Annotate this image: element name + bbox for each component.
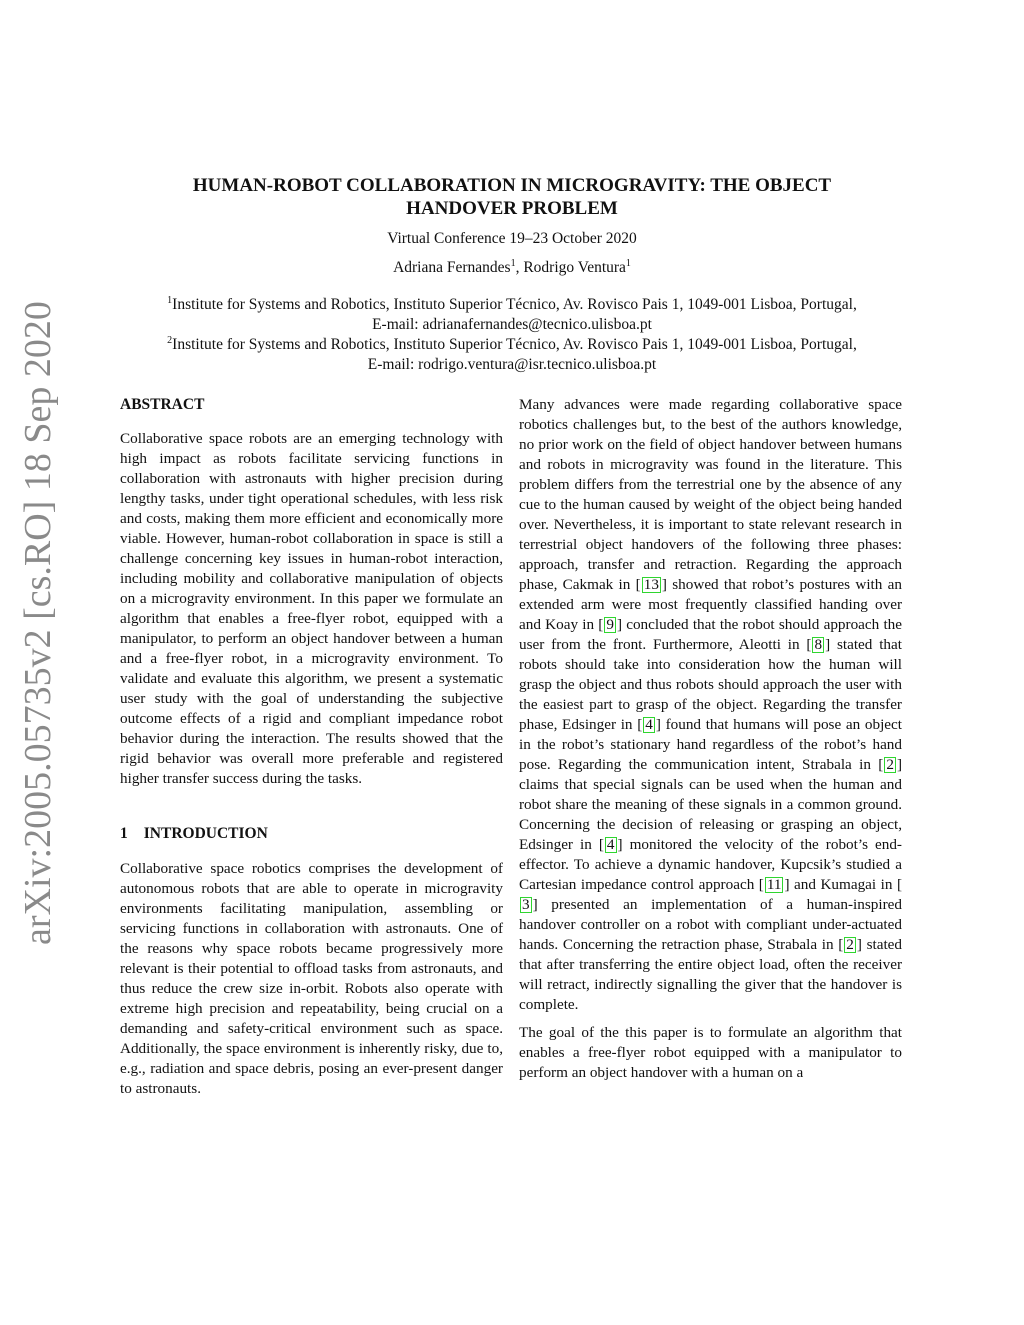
author-2-affiliation-mark: 1 [625,257,631,269]
abstract-text: Collaborative space robots are an emerging technology with high impact as robots facilitate servicing functions in collaboration with astronauts with higher precision during lengthy tasks, under tight operational schedules, with less risk and costs, making them more efficient and economically more viable. However, human-robot collaboration in space is still a challenge concerning key issues in human-robot interaction, including mobility and collaborative manipulation of objects on a microgravity environment. In this paper we formulate an algorithm that enables a free-flyer robot, equipped with a manipulator, to perform an object handover between a human and a free-flyer robot, in a microgravity environment. To validate and evaluate this algorithm, we present a systematic user study with the goal of understanding the subjective outcome effects of a rigid and compliant impedance robot behavior during the interaction. The results showed that the rigid behavior was overall more preferable and registered higher transfer success during the tasks. [120,430,503,787]
affiliation-2-line [120,335,904,355]
citation-link[interactable]: 2 [846,936,854,953]
introduction-text: Collaborative space robotics comprises the development of autonomous robots that are able to operate in microgravity environments facilitating manipulation, assembling or servicing functions in collaboration with astronauts. One of the reasons why space robots became progressively more relevant is their potential to offload tasks from astronauts, and thus reduce the crew size in-orbit. Robots also operate with extreme high precision and repeatability, being crucial on a demanding and safety-critical environment such as space. Additionally, the space environment is inherently risky, due to, e.g., radiation and space debris, posing an ever-present danger to astronauts. [120,860,503,1097]
conference-venue: Virtual Conference 19–23 October 2020 [387,230,637,247]
text-run: and Kumagai in [789,876,897,893]
section-number: 1 [120,825,128,842]
affiliation-1-address: Institute for Systems and Robotics, Instituto Superior Técnico, Av. Rovisco Pais 1, 1049-001 Lisboa, Portugal, [172,296,857,313]
text-run: presented an implementation of a human-inspired handover controller on a robot with compliant under-actuated hands. Concerning the retraction phase, Strabala in [519,896,902,953]
title-line-1: HUMAN-ROBOT COLLABORATION IN MICROGRAVITY: THE OBJECT [192,175,832,196]
author-2: Rodrigo Ventura [523,259,626,276]
text-run: claims that special signals can be used when the human and robot share the meaning of these signals in a common ground. Concerning the decision of releasing or grasping an object, Edsinger in [519,776,902,853]
citation-link[interactable]: 8 [814,636,823,653]
text-run: stated that after transferring the entire object load, often the receiver will retract, indirectly signalling the giver that the handover is complete. [519,936,902,1013]
citation-link[interactable]: 2 [886,756,894,773]
author-1-affiliation-mark: 1 [510,257,516,269]
right-column [519,395,902,1083]
introduction-section [120,824,503,1099]
introduction-heading [120,824,503,844]
abstract-section [120,395,503,789]
affiliation-1-line [120,295,904,315]
title-line-2: HANDOVER PROBLEM [406,198,618,219]
text-run: showed that robot’s postures with an extended arm were most frequently classified handing over and Koay in [519,576,902,633]
author-list [120,258,904,278]
affiliation-2-email: E-mail: rodrigo.ventura@isr.tecnico.ulisboa.pt [367,356,657,373]
paper-goal-paragraph: The goal of the this paper is to formulate an algorithm that enables a free-flyer robot equipped with a manipulator to perform an object handover with a human on a [519,1024,902,1081]
author-1: Adriana Fernandes [393,259,511,276]
abstract-heading: ABSTRACT [120,396,205,413]
citation-link[interactable]: 9 [606,616,614,633]
author-separator: , [515,259,524,276]
affiliation-2 [120,335,904,375]
text-run: found that humans will pose an object in the robot’s stationary hand regardless of the robot’s hand pose. Regarding the communication intent, Strabala in [519,716,902,773]
text-run: monitored the velocity of the robot’s end-effector. To achieve a dynamic handover, Kupcsik’s studied a Cartesian impedance control approach [519,836,902,893]
citation-link[interactable]: 4 [606,836,615,853]
related-work-paragraph: Many advances were made regarding collaborative space robotics challenges but, to the best of the authors knowledge, no prior work on the field of object handover between humans and robots in microgravity was found in the literature. This problem differs from the terrestrial one by the absence of any cue to the human caused by weight of the object being handed over. Nevertheless, it is important to state relevant research in terrestrial object handovers of the following three phases: approach, transfer and retraction. Regarding the approach phase, Cakmak in [ 13 ] showed that robot’s postures with an extended arm were most frequently classified handing over and Koay in [ 9 ] concluded that the robot should approach the user from the front. Furthermore, Aleotti in [ 8 ] stated that robots should take into consideration how the human will grasp the object and thus robots should approach the user with the easiest part to grasp of the object. Regarding the transfer phase, Edsinger in [ 4 ] found that humans will pose an object in the robot’s stationary hand regardless of the robot’s hand pose. Regarding the communication intent, Strabala in [ 2 ] claims that special signals can be used when the human and robot share the meaning of these signals in a common ground. Concerning the decision of releasing or grasping an object, Edsinger in [ 4 ] monitored the velocity of the robot’s end-effector. To achieve a dynamic handover, Kupcsik’s studied a Cartesian impedance control approach [ 11 ] and Kumagai in [3 ] presented an implementation of a human-inspired handover controller on a robot with compliant under-actuated hands. Concerning the retraction phase, Strabala in [ 2 ] stated that after transferring the entire object load, often the receiver will retract, indirectly signalling the giver that the handover is complete. [519,396,902,1013]
text-run: concluded that the robot should approach the user from the front. Furthermore, Aleotti in [519,616,902,653]
text-run: Many advances were made regarding collaborative space robotics challenges but, to the best of the authors knowledge, no prior work on the field of object handover between humans and robots in microgravity was found in the literature. This problem differs from the terrestrial one by the absence of any cue to the human caused by weight of the object being handed over. Nevertheless, it is important to state relevant research in terrestrial object handovers of the following three phases: approach, transfer and retraction. Regarding the approach phase, Cakmak in [519,396,902,593]
citation-link[interactable]: 13 [643,576,659,593]
text-run: stated that robots should take into consideration how the human will grasp the object and thus robots should approach the user with the easiest part to grasp of the object. Regarding the transfer phase, Edsinger in [519,636,902,733]
citation-link[interactable]: 3 [522,896,530,913]
paper-title [120,174,904,220]
affiliation-1-mark: 1 [167,294,173,306]
affiliation-1 [120,295,904,335]
affiliation-2-address: Institute for Systems and Robotics, Instituto Superior Técnico, Av. Rovisco Pais 1, 1049-001 Lisboa, Portugal, [172,336,857,353]
affiliation-1-email: E-mail: adrianafernandes@tecnico.ulisboa.pt [372,316,652,333]
citation-link[interactable]: 11 [766,876,782,893]
section-title: INTRODUCTION [143,825,268,842]
citation-link[interactable]: 4 [645,716,653,733]
arxiv-identifier-stamp: arXiv:2005.05735v2 [cs.RO] 18 Sep 2020 [17,301,59,945]
affiliation-2-mark: 2 [167,334,173,346]
